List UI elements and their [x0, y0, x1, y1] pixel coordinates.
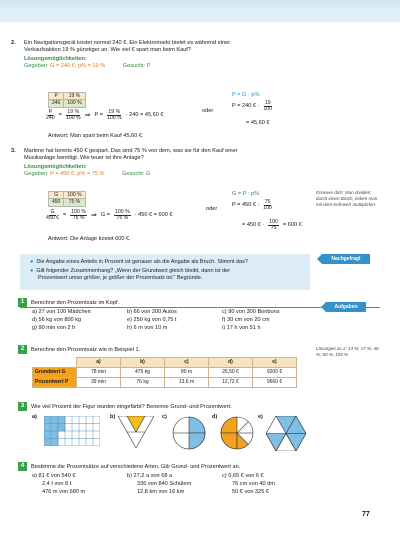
- example-text: Ein Navigationsgerät kostet normal 240 €. Ein Elektromarkt bietet es während einer: [24, 40, 231, 46]
- solution-title: Lösungsmöglichkeiten:: [24, 55, 87, 62]
- percent-table: [32, 357, 297, 388]
- fraction-numerator: 19 %: [67, 109, 80, 115]
- result-variable: P =: [94, 112, 103, 119]
- answer-line: Antwort: Man spart beim Kauf 45,60 €.: [48, 133, 144, 139]
- given-values: G = 240 €; p% = 19 %: [50, 62, 106, 69]
- solution-title: Lösungsmöglichkeiten:: [24, 163, 87, 170]
- figure-label: e): [258, 414, 263, 420]
- task-number: 1: [18, 298, 27, 307]
- result-variable: G =: [100, 212, 111, 219]
- question-line: [30, 268, 304, 275]
- task-item: 76 cm von 40 dm: [232, 480, 275, 487]
- fraction-denominator: 100 %: [65, 115, 81, 122]
- fraction-numerator: 19 %: [108, 109, 121, 115]
- task-item: f) 30 cm von 20 cm: [222, 316, 270, 323]
- fraction-denominator: 100: [263, 205, 272, 212]
- fraction-denominator: 100: [263, 106, 273, 113]
- task-title: Bestimme die Prozentsätze auf verschiedene Arten. Gib Grund- und Prozentwert an.: [31, 463, 241, 470]
- task-2: [18, 345, 318, 388]
- given-label: Gegeben:: [24, 62, 49, 69]
- page-number: 77: [362, 511, 370, 518]
- table-cell: 75 %: [64, 199, 85, 206]
- task-title: Wie viel Prozent der Figur wurden eingefärbt? Benenne Grund- und Prozentwert.: [31, 403, 232, 410]
- sought-value: P: [146, 62, 151, 69]
- task-item: i) 17 h von 51 h: [222, 324, 261, 331]
- figure-label: a): [32, 414, 37, 420]
- ratio-table: [48, 191, 86, 207]
- task-item: e) 250 kg von 0,75 t: [127, 316, 177, 323]
- table-cell: P: [49, 93, 64, 100]
- question-text: Die Angabe eines Anteils in Prozent ist genauer als die Angabe als Bruch. Stimmt das?: [36, 259, 248, 265]
- fraction-denominator: 75 %: [72, 215, 85, 222]
- table-cell: G: [49, 192, 64, 199]
- fraction-denominator: 75 %: [116, 215, 129, 222]
- fraction-numerator: 19: [264, 100, 271, 106]
- solutions-note: Lösungen zu 2: 14 %; 17 %; 48 %; 50 %; 105 %: [316, 346, 379, 357]
- sought-label: Gesucht:: [122, 170, 145, 177]
- task-number: 2: [18, 345, 27, 354]
- task-title: Berechne den Prozentsatz im Kopf.: [31, 299, 119, 306]
- equals-sign: =: [62, 212, 67, 219]
- example-text: Verkaufsaktion 19 % günstiger an. Wie viel € spart man beim Kauf?: [24, 46, 191, 53]
- task-item: b) 66 von 200 Autos: [127, 309, 177, 315]
- example-number: 2.: [11, 40, 16, 46]
- result-expression: · 240 = 45,60 €: [125, 112, 164, 119]
- hexagon-figure: [266, 416, 306, 451]
- alt-expression: P = 450 € :: [232, 202, 260, 209]
- proportion-calculation: [46, 210, 173, 222]
- table-cell: 26,50 €: [209, 368, 253, 378]
- fraction-numerator: 100: [269, 219, 278, 225]
- sought-label: Gesucht:: [122, 62, 146, 69]
- alt-result: = 45,60 €: [246, 120, 270, 126]
- fraction-denominator: 75: [270, 225, 277, 232]
- table-cell: 13,6 m: [165, 378, 209, 388]
- ratio-table: [48, 92, 86, 108]
- task-item: 476 m von 680 m: [42, 488, 86, 495]
- table-row: [33, 368, 297, 378]
- answer-line: Antwort: Die Anlage kostet 600 €.: [48, 236, 131, 242]
- task-item: g) 90 min von 2 h: [32, 324, 76, 331]
- circle-figure: [220, 416, 254, 450]
- table-header: a): [77, 358, 121, 368]
- table-header: e): [253, 358, 297, 368]
- result-expression: · 450 € = 600 €: [134, 212, 173, 219]
- example-2: [11, 40, 314, 74]
- oder-label: oder: [202, 108, 214, 114]
- implies-arrow: ⇒: [84, 111, 91, 119]
- row-label: Grundwert G: [33, 368, 77, 378]
- figure-label: d): [212, 414, 218, 420]
- table-cell: 78 min: [77, 368, 121, 378]
- nachgefragt-box: [20, 254, 310, 290]
- task-number: 4: [18, 462, 27, 471]
- given-line: [24, 171, 314, 178]
- table-cell: 39 min: [77, 378, 121, 388]
- task-4: [18, 462, 318, 496]
- table-cell: 100 %: [64, 192, 85, 199]
- table-cell: 12,72 €: [209, 378, 253, 388]
- bullet-icon: ●: [30, 267, 34, 274]
- table-cell: 240: [49, 100, 64, 107]
- alt-calculation: [232, 200, 272, 212]
- task-item: c) 90 von 300 Bonbons: [222, 309, 280, 315]
- question-line: [30, 259, 304, 266]
- task-item: d) 56 kg von 800 kg: [32, 316, 82, 323]
- table-header: c): [165, 358, 209, 368]
- nachgefragt-tag: Nachgefragt: [322, 254, 370, 264]
- fraction-numerator: G: [50, 209, 55, 215]
- given-line: [24, 63, 314, 70]
- fraction-numerator: P: [48, 109, 53, 115]
- example-number: 3.: [11, 148, 16, 154]
- task-number: 3: [18, 402, 27, 411]
- fraction-denominator: 100 %: [106, 115, 122, 122]
- task-item: c) 0,65 € von 6 €: [222, 473, 264, 479]
- bullet-icon: ●: [30, 259, 34, 265]
- task-title: Berechne den Prozentsatz wie in Beispiel 1.: [31, 346, 141, 353]
- oder-label: oder: [206, 206, 218, 212]
- task-1: [18, 298, 318, 332]
- given-label: Gegeben:: [24, 170, 49, 177]
- task-item: h) 6 m von 10 m: [127, 324, 168, 331]
- table-header: [33, 358, 77, 368]
- table-cell: 80 m: [165, 368, 209, 378]
- figures-row: [32, 414, 312, 454]
- alt-result: = 600 €: [282, 222, 302, 229]
- sought-value: G: [145, 170, 151, 177]
- task-item: b) 27,2 a von 68 a: [127, 473, 173, 479]
- table-cell: 19 %: [64, 93, 85, 100]
- table-cell: 76 kg: [121, 378, 165, 388]
- row-label: Prozentwert P: [33, 378, 77, 388]
- proportion-calculation: [46, 110, 164, 122]
- formula: G = P : p%: [232, 191, 260, 197]
- task-item: 50 € von 325 €: [232, 488, 270, 495]
- table-cell: 450: [49, 199, 64, 206]
- task-items: [32, 309, 318, 332]
- figure-label: b): [110, 414, 116, 420]
- fraction-numerator: 100 %: [71, 209, 86, 215]
- table-cell: 9660 €: [253, 378, 297, 388]
- fraction-denominator: 450 €: [46, 215, 59, 222]
- alt-calculation-2: [242, 220, 302, 232]
- example-text: Musikanlage benötigt. Wie teuer ist ihre Anlage?: [24, 154, 144, 161]
- circle-figure: [172, 416, 206, 450]
- figure-label: c): [162, 414, 167, 420]
- fraction-numerator: 75: [264, 199, 271, 205]
- grid-figure: [44, 416, 100, 446]
- task-3: [18, 402, 318, 411]
- implies-arrow: ⇒: [90, 211, 97, 219]
- table-row: [33, 378, 297, 388]
- question-text: Gilt folgender Zusammenhang? „Wenn der Grundwert gleich bleibt, dann ist der: [36, 267, 231, 274]
- task-item: a) 27 von 100 Mädchen: [32, 309, 91, 315]
- alt-expression: P = 240 € ·: [232, 103, 260, 110]
- task-item: 336 von 840 Schülern: [137, 480, 192, 487]
- fraction-denominator: 240: [46, 115, 55, 122]
- top-band: [0, 0, 400, 22]
- given-values: P = 450 €; p% = 75 %: [50, 170, 105, 177]
- side-note: Erinnere dich: Man dividiert durch einen Bruch, indem man mit dem Kehrwert multipliziert.: [316, 190, 378, 207]
- alt-expression: = 450 € ·: [242, 222, 265, 229]
- example-3: [11, 148, 314, 182]
- task-item: 2,4 t von 8 t: [42, 480, 72, 487]
- task-item: a) 81 € von 540 €: [32, 473, 76, 479]
- equals-sign: =: [58, 112, 62, 119]
- alt-calculation: [232, 101, 272, 113]
- table-header: d): [209, 358, 253, 368]
- aufgaben-tag: Aufgaben: [326, 302, 366, 312]
- task-item: 12,8 km von 16 km: [137, 488, 185, 495]
- table-cell: 475 kg: [121, 368, 165, 378]
- table-header: b): [121, 358, 165, 368]
- task-items: [32, 473, 318, 496]
- triangle-figure: [118, 416, 154, 448]
- formula: P = G · p%: [232, 92, 260, 98]
- table-cell: 100 %: [64, 100, 85, 107]
- example-text: Marlene hat bereits 450 € gespart. Das sind 75 % von dem, was sie für den Kauf einer: [24, 148, 238, 154]
- table-cell: 9200 €: [253, 368, 297, 378]
- question-text: Prozentwert umso größer, je größer der Prozentsatz ist." Begründe.: [38, 274, 203, 281]
- fraction-numerator: 100 %: [115, 209, 130, 215]
